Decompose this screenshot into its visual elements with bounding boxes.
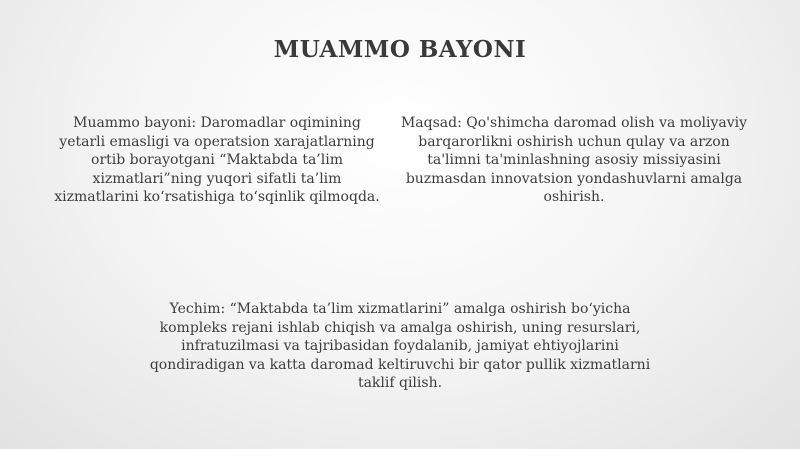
problem-statement-text: Muammo bayoni: Daromadlar oqimining yetarli emasligi va operatsion xarajatlarning ortib borayotgani “Maktabda ta’lim xizmatlari”ning yuqori sifatli ta’lim xizmatlarini ko‘rsatishiga to‘sqinlik qilmoqda. xyxy=(54,115,380,205)
goal-text: Maqsad: Qo'shimcha daromad olish va moliyaviy barqarorlikni oshirish uchun qulay va arzon ta'limni ta'minlashning asosiy missiyasini buzmasdan innovatsion yondashuvlarni amalga oshirish. xyxy=(400,115,748,205)
slide-title: MUAMMO BAYONI xyxy=(273,36,527,63)
solution-text: Yechim: “Maktabda ta’lim xizmatlarini” amalga oshirish bo‘yicha kompleks rejani ishlab chiqish va amalga oshirish, uning resurslari, infratuzilmasi va tajribasidan foydalanib, jamiyat ehtiyojlarini qondiradigan va katta daromad keltiruvchi bir qator pullik xizmatlarni taklif qilish. xyxy=(149,301,651,391)
